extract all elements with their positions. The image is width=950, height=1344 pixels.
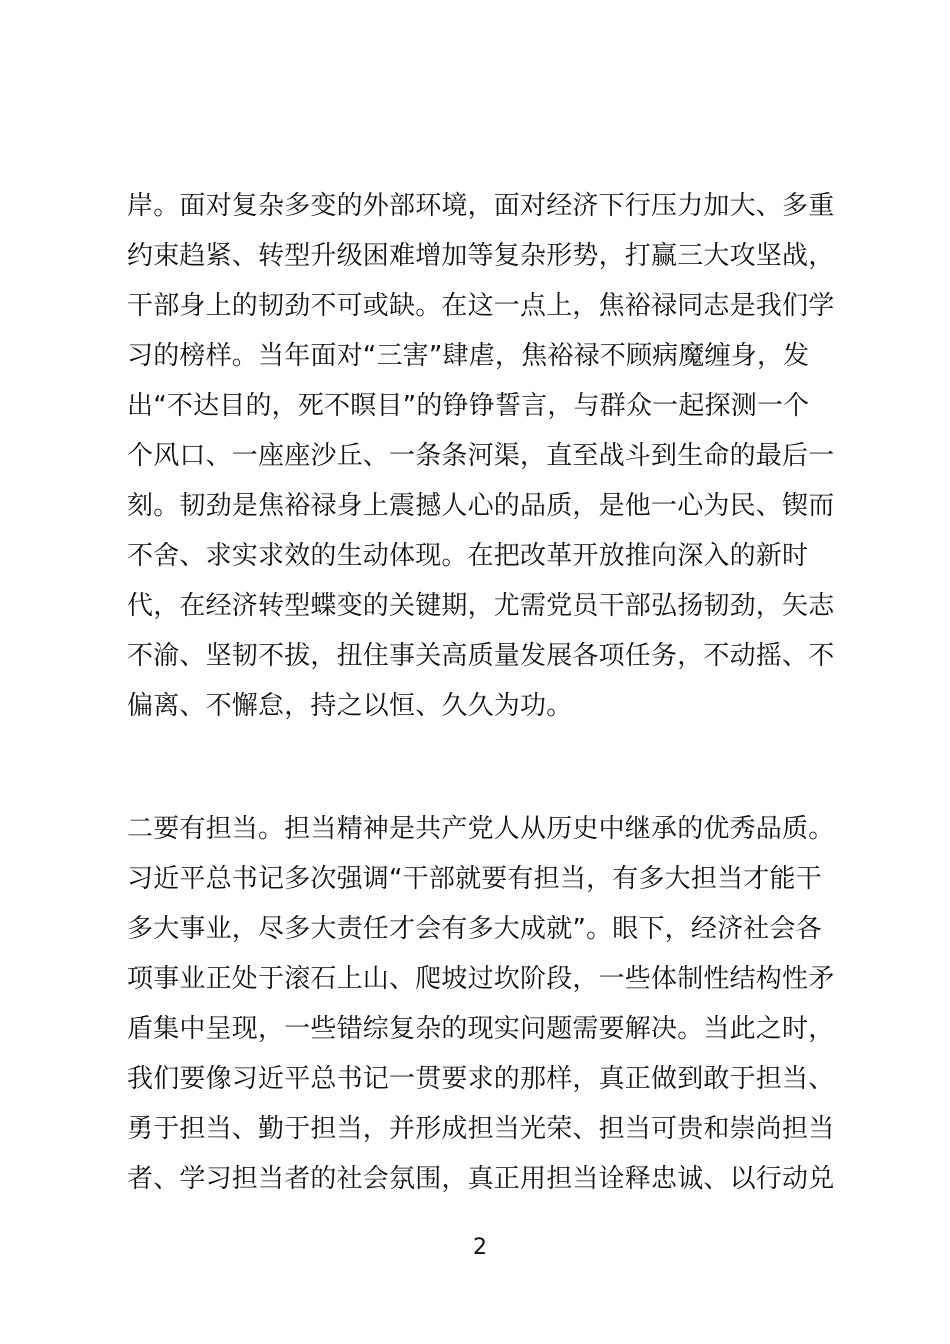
- text-line: 干部身上的韧劲不可或缺。在这一点上，焦裕禄同志是我们学: [127, 291, 835, 321]
- text-line: 偏离、不懈怠，持之以恒、久久为功。: [127, 691, 573, 721]
- text-line: 二要有担当。担当精神是共产党人从历史中继承的优秀品质。: [127, 814, 835, 844]
- text-line: 出“不达目的，死不瞑目”的铮铮誓言，与群众一起探测一个: [127, 391, 810, 421]
- page-number: 2: [473, 1235, 487, 1260]
- text-line: 岸。面对复杂多变的外部环境，面对经济下行压力加大、多重: [127, 191, 835, 221]
- text-line: 盾集中呈现，一些错综复杂的现实问题需要解决。当此之时，: [127, 1014, 835, 1044]
- text-line: 习的榜样。当年面对“三害”肆虐，焦裕禄不顾病魔缠身，发: [127, 341, 810, 371]
- text-line: 我们要像习近平总书记一贯要求的那样，真正做到敢于担当、: [127, 1064, 835, 1094]
- text-line: 刻。韧劲是焦裕禄身上震撼人心的品质，是他一心为民、锲而: [127, 491, 835, 521]
- text-line: 不渝、坚韧不拔，扭住事关高质量发展各项任务，不动摇、不: [127, 641, 835, 671]
- text-line: 个风口、一座座沙丘、一条条河渠，直至战斗到生命的最后一: [127, 441, 835, 471]
- text-line: 者、学习担当者的社会氛围，真正用担当诠释忠诚、以行动兑: [127, 1164, 835, 1194]
- text-line: 勇于担当、勤于担当，并形成担当光荣、担当可贵和崇尚担当: [127, 1114, 835, 1144]
- text-line: 项事业正处于滚石上山、爬坡过坎阶段，一些体制性结构性矛: [127, 964, 835, 994]
- text-line: 多大事业，尽多大责任才会有多大成就”。眼下，经济社会各: [127, 914, 822, 944]
- text-line: 约束趋紧、转型升级困难增加等复杂形势，打赢三大攻坚战，: [127, 241, 835, 271]
- text-line: 习近平总书记多次强调“干部就要有担当，有多大担当才能干: [127, 864, 822, 894]
- text-line: 不舍、求实求效的生动体现。在把改革开放推向深入的新时: [127, 541, 809, 571]
- text-line: 代，在经济转型蝶变的关键期，尤需党员干部弘扬韧劲，矢志: [127, 591, 835, 621]
